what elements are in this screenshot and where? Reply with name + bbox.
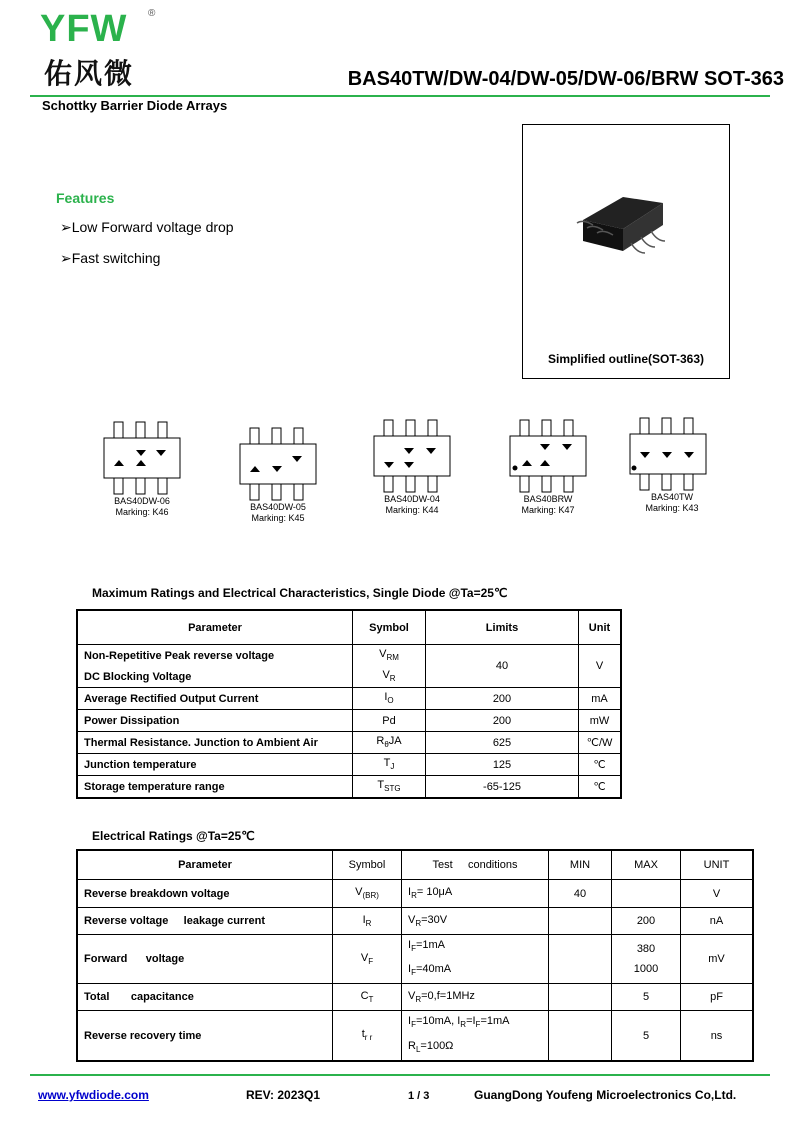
diagram-marking: Marking: K46 (115, 507, 169, 517)
unit-cell: V (681, 880, 754, 908)
limit-cell: 125 (426, 754, 579, 776)
symbol-cell: $V_{(BR)}$ (333, 880, 402, 908)
symbol-cell: $R_\theta JA$ (353, 732, 426, 754)
table-row (77, 984, 753, 1011)
website-link[interactable]: www.yfwdiode.com (38, 1088, 149, 1102)
min-cell (549, 935, 612, 984)
param-cell: DC Blocking Voltage (77, 666, 353, 688)
param-cell: Total capacitance (77, 984, 333, 1011)
pinout-schematic (360, 416, 464, 494)
column-header: MAX (612, 850, 681, 880)
diagram-part-name: BAS40DW-04 (384, 494, 440, 504)
unit-cell: ns (681, 1011, 754, 1061)
max-cell: 5 (612, 984, 681, 1011)
logo-text: YFW (40, 8, 128, 50)
max-ratings-title: Maximum Ratings and Electrical Characteristics, Single Diode @Ta=25℃ (92, 586, 508, 600)
limit-cell: 200 (426, 688, 579, 710)
table-row (77, 710, 621, 732)
column-header: Parameter (77, 610, 353, 645)
feature-label: Low Forward voltage drop (71, 219, 234, 235)
column-header: UNIT (681, 850, 754, 880)
limit-cell: 625 (426, 732, 579, 754)
part-title: BAS40TW/DW-04/DW-05/DW-06/BRW SOT-363 (347, 68, 784, 90)
unit-cell: ℃ (579, 776, 622, 799)
table-header-row (77, 850, 753, 880)
param-cell: Reverse recovery time (77, 1011, 333, 1061)
min-cell (549, 984, 612, 1011)
doc-subtitle: Schottky Barrier Diode Arrays (42, 98, 228, 113)
feature-label: Fast switching (71, 250, 161, 266)
unit-cell: pF (681, 984, 754, 1011)
symbol-cell: $I_O$ (353, 688, 426, 710)
condition-cell: $V_R=0,f=1MHz$ (402, 984, 549, 1011)
param-cell: Reverse voltage leakage current (77, 908, 333, 935)
table-row (77, 776, 621, 799)
page-number: 1 / 3 (408, 1090, 430, 1102)
symbol-cell: $T_J$ (353, 754, 426, 776)
pinout-schematic (226, 424, 330, 502)
logo-chinese: 佑风微 (44, 57, 135, 90)
condition-cell: $V_R=30V$ (402, 908, 549, 935)
column-header: Parameter (77, 850, 333, 880)
min-cell (549, 908, 612, 935)
revision-label: REV: 2023Q1 (246, 1088, 321, 1102)
table-row (77, 908, 753, 935)
diagram-marking: Marking: K44 (385, 505, 439, 515)
diagram-marking: Marking: K47 (521, 505, 575, 515)
table-row (77, 645, 621, 667)
elec-ratings-table (76, 849, 754, 1062)
param-cell: Forward voltage (77, 935, 333, 984)
limit-cell: 200 (426, 710, 579, 732)
pinout-schematic (620, 414, 724, 492)
package-caption: Simplified outline(SOT-363) (547, 352, 705, 366)
diagram-marking: Marking: K43 (645, 503, 699, 513)
pinout-schematic (496, 416, 600, 494)
feature-item: ➢Low Forward voltage drop (60, 219, 234, 235)
symbol-cell: $T_{STG}$ (353, 776, 426, 799)
company-name: GuangDong Youfeng Microelectronics Co,Ltd. (474, 1088, 737, 1102)
symbol-cell: $V_R$ (353, 666, 426, 688)
unit-cell: mW (579, 710, 622, 732)
unit-cell: ℃/W (579, 732, 622, 754)
param-cell: Power Dissipation (77, 710, 353, 732)
param-cell: Reverse breakdown voltage (77, 880, 333, 908)
feature-item: ➢Fast switching (60, 250, 161, 266)
top-divider (30, 95, 770, 97)
registered-mark: ® (148, 8, 156, 19)
package-outline-box (522, 124, 730, 379)
param-cell: Average Rectified Output Current (77, 688, 353, 710)
max-cell: 380 1000 (612, 935, 681, 984)
max-cell: 5 (612, 1011, 681, 1061)
symbol-cell: $t_{r r}$ (333, 1011, 402, 1061)
column-header: Symbol (353, 610, 426, 645)
pinout-diagram (360, 416, 464, 516)
table-row (77, 880, 753, 908)
unit-cell: V (579, 645, 622, 688)
symbol-cell: $C_T$ (333, 984, 402, 1011)
max-cell (612, 880, 681, 908)
unit-cell: mA (579, 688, 622, 710)
elec-ratings-title: Electrical Ratings @Ta=25℃ (92, 829, 255, 843)
symbol-cell: Pd (353, 710, 426, 732)
symbol-cell: $V_F$ (333, 935, 402, 984)
max-ratings-table (76, 609, 622, 799)
unit-cell: nA (681, 908, 754, 935)
diagram-part-name: BAS40DW-05 (250, 502, 306, 512)
diagram-marking: Marking: K45 (251, 513, 305, 523)
max-cell: 200 (612, 908, 681, 935)
features-heading: Features (56, 190, 115, 206)
param-cell: Storage temperature range (77, 776, 353, 799)
param-cell: Thermal Resistance. Junction to Ambient Air (77, 732, 353, 754)
unit-cell: ℃ (579, 754, 622, 776)
symbol-cell: $V_{RM}$ (353, 645, 426, 667)
diagram-part-name: BAS40BRW (523, 494, 573, 504)
table-row (77, 935, 753, 984)
table-header-row (77, 610, 621, 645)
table-row (77, 754, 621, 776)
column-header: Symbol (333, 850, 402, 880)
column-header: Test conditions (402, 850, 549, 880)
column-header: Unit (579, 610, 622, 645)
diagram-part-name: BAS40DW-06 (114, 496, 170, 506)
limit-cell: 40 (426, 645, 579, 688)
param-cell: Non-Repetitive Peak reverse voltage (77, 645, 353, 667)
condition-cell: $I_F=10mA$, $I_R=I_F=1mA$ $R_L=100\Omega$ (402, 1011, 549, 1061)
condition-cell: $I_R= 10\mu A$ (402, 880, 549, 908)
table-row (77, 732, 621, 754)
column-header: Limits (426, 610, 579, 645)
symbol-cell: $I_R$ (333, 908, 402, 935)
pinout-diagram (496, 416, 600, 516)
bottom-divider (30, 1074, 770, 1076)
diagram-part-name: BAS40TW (650, 492, 693, 502)
min-cell (549, 1011, 612, 1061)
min-cell: 40 (549, 880, 612, 908)
table-row (77, 688, 621, 710)
limit-cell: -65-125 (426, 776, 579, 799)
condition-cell: $I_F=1mA$ $I_F=40mA$ (402, 935, 549, 984)
pinout-diagram (226, 424, 330, 524)
sot363-package-image (523, 125, 729, 325)
pinout-schematic (90, 418, 194, 496)
column-header: MIN (549, 850, 612, 880)
unit-cell: mV (681, 935, 754, 984)
table-row (77, 1011, 753, 1061)
pinout-diagram (620, 414, 724, 514)
param-cell: Junction temperature (77, 754, 353, 776)
pinout-diagram (90, 418, 194, 518)
